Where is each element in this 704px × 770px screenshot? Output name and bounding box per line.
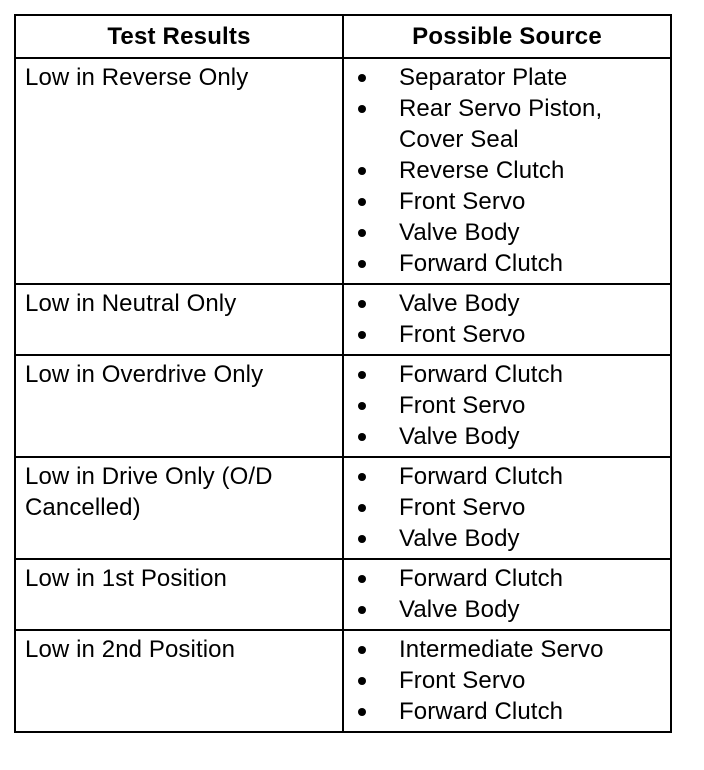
bullet-icon (358, 473, 366, 481)
source-item (344, 288, 666, 319)
table-row (15, 355, 671, 457)
test-result-cell: Low in 1st Position (15, 559, 343, 630)
source-label: Valve Body (399, 219, 520, 246)
source-item (344, 634, 666, 665)
source-list (344, 634, 666, 727)
bullet-icon (358, 646, 366, 654)
bullet-icon (358, 402, 366, 410)
bullet-icon (358, 371, 366, 379)
bullet-icon (358, 229, 366, 237)
table-row (15, 58, 671, 284)
source-item (344, 155, 666, 186)
bullet-icon (358, 535, 366, 543)
possible-source-cell (343, 58, 671, 284)
bullet-icon (358, 331, 366, 339)
test-result-cell: Low in Neutral Only (15, 284, 343, 355)
test-result-cell: Low in 2nd Position (15, 630, 343, 732)
source-item (344, 594, 666, 625)
source-label: Valve Body (399, 290, 520, 317)
source-label: Valve Body (399, 596, 520, 623)
source-item (344, 93, 666, 155)
source-item (344, 186, 666, 217)
source-label: Forward Clutch (399, 361, 564, 388)
possible-source-cell (343, 355, 671, 457)
header-test-results: Test Results (15, 15, 343, 58)
header-possible-source: Possible Source (343, 15, 671, 58)
source-item (344, 248, 666, 279)
source-label: Front Servo (399, 392, 526, 419)
possible-source-cell (343, 630, 671, 732)
bullet-icon (358, 433, 366, 441)
bullet-icon (358, 198, 366, 206)
source-label: Front Servo (399, 494, 526, 521)
source-list (344, 359, 666, 452)
bullet-icon (358, 606, 366, 614)
source-label: Valve Body (399, 525, 520, 552)
bullet-icon (358, 167, 366, 175)
test-result-cell: Low in Drive Only (O/D Cancelled) (15, 457, 343, 559)
source-label: Reverse Clutch (399, 157, 565, 184)
bullet-icon (358, 575, 366, 583)
source-list (344, 563, 666, 625)
bullet-icon (358, 260, 366, 268)
bullet-icon (358, 504, 366, 512)
table-row (15, 559, 671, 630)
source-item (344, 665, 666, 696)
source-item (344, 461, 666, 492)
table-row (15, 457, 671, 559)
bullet-icon (358, 74, 366, 82)
source-item (344, 319, 666, 350)
source-item (344, 492, 666, 523)
bullet-icon (358, 105, 366, 113)
source-list (344, 288, 666, 350)
test-result-cell: Low in Overdrive Only (15, 355, 343, 457)
source-label: Forward Clutch (399, 698, 564, 725)
source-list (344, 461, 666, 554)
table-row (15, 630, 671, 732)
source-label: Intermediate Servo (399, 636, 604, 663)
source-label: Front Servo (399, 667, 526, 694)
source-item (344, 421, 666, 452)
source-item (344, 359, 666, 390)
source-label: Front Servo (399, 321, 526, 348)
source-item (344, 390, 666, 421)
source-label: Valve Body (399, 423, 520, 450)
source-item (344, 696, 666, 727)
source-item (344, 62, 666, 93)
possible-source-cell (343, 559, 671, 630)
source-list (344, 62, 666, 279)
bullet-icon (358, 300, 366, 308)
source-label: Rear Servo Piston, Cover Seal (399, 95, 603, 153)
possible-source-cell (343, 284, 671, 355)
source-label: Front Servo (399, 188, 526, 215)
bullet-icon (358, 708, 366, 716)
test-result-cell: Low in Reverse Only (15, 58, 343, 284)
source-label: Forward Clutch (399, 250, 564, 277)
bullet-icon (358, 677, 366, 685)
source-item (344, 563, 666, 594)
table-row (15, 284, 671, 355)
test-results-table (14, 14, 672, 733)
source-label: Forward Clutch (399, 565, 564, 592)
source-label: Separator Plate (399, 64, 568, 91)
header-row (15, 15, 671, 58)
table-body (15, 58, 671, 732)
source-item (344, 523, 666, 554)
possible-source-cell (343, 457, 671, 559)
source-item (344, 217, 666, 248)
source-label: Forward Clutch (399, 463, 564, 490)
